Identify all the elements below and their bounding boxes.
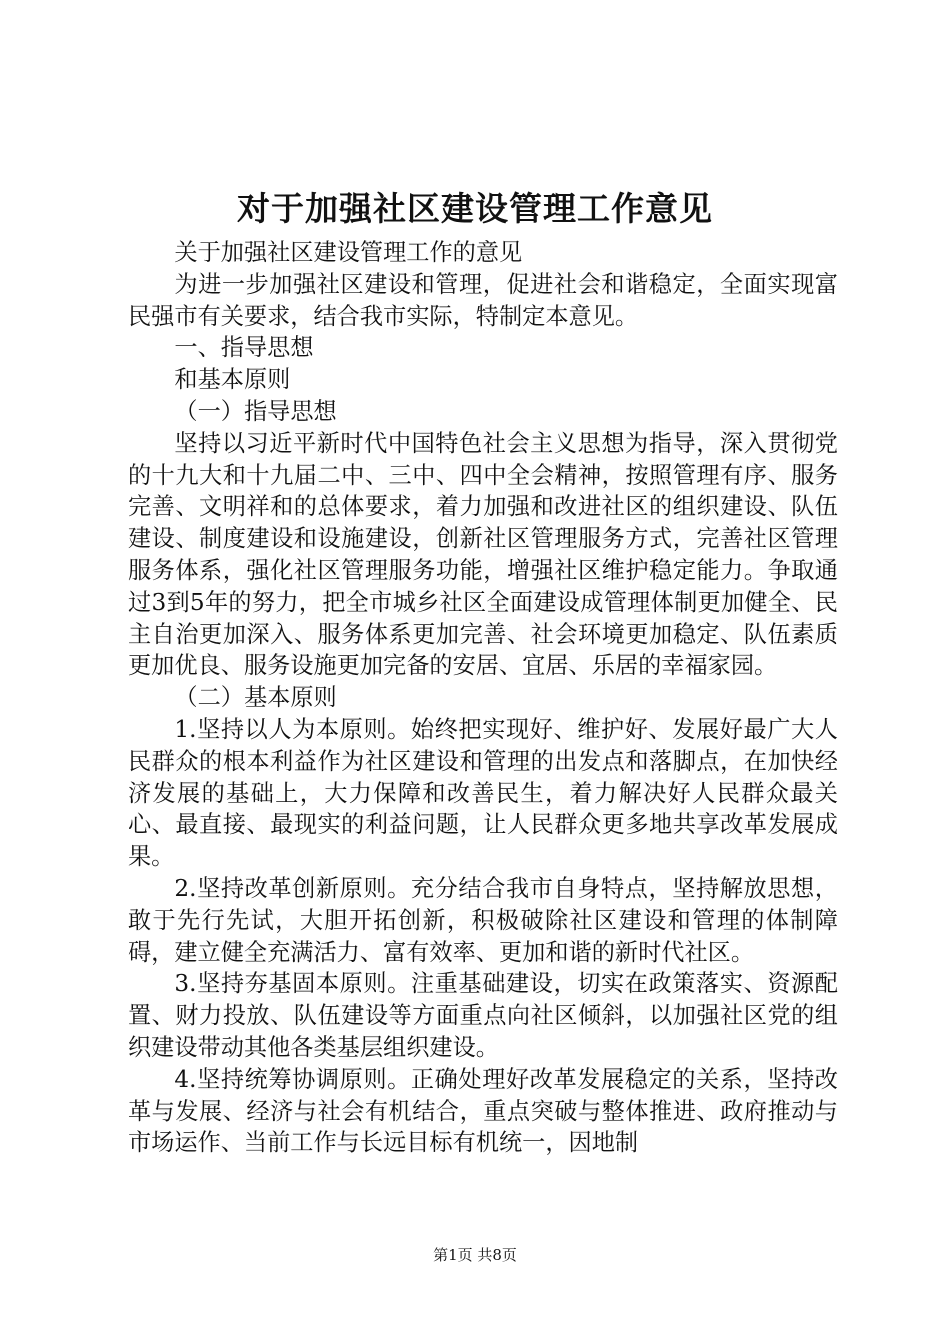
paragraph-preamble: 为进一步加强社区建设和管理，促进社会和谐稳定，全面实现富民强市有关要求，结合我市实际，特制定本意见。 bbox=[128, 270, 838, 330]
paragraph-principle-3: 3.坚持夯基固本原则。注重基础建设，切实在政策落实、资源配置、财力投放、队伍建设等方面重点向社区倾斜，以加强社区党的组织建设带动其他各类基层组织建设。 bbox=[128, 970, 838, 1061]
paragraph-guiding-ideology: 坚持以习近平新时代中国特色社会主义思想为指导，深入贯彻党的十九大和十九届二中、三中、四中全会精神，按照管理有序、服务完善、文明祥和的总体要求，着力加强和改进社区的组织建设、队伍建设、制度建设和设施建设，创新社区管理服务方式，完善社区管理服务体系，强化社区管理服务功能，增强社区维护稳定能力。争取通过3到5年的努力，把全市城乡社区全面建设成管理体制更加健全、民主自治更加深入、服务体系更加完善、社会环境更加稳定、队伍素质更加优良、服务设施更加完备的安居、宜居、乐居的幸福家园。 bbox=[128, 429, 838, 680]
paragraph-principle-2: 2.坚持改革创新原则。充分结合我市自身特点，坚持解放思想，敢于先行先试，大胆开拓创新，积极破除社区建设和管理的体制障碍，建立健全充满活力、富有效率、更加和谐的新时代社区。 bbox=[128, 874, 838, 966]
paragraph-principle-4: 4.坚持统筹协调原则。正确处理好改革发展稳定的关系，坚持改革与发展、经济与社会有机结合，重点突破与整体推进、政府推动与市场运作、当前工作与长远目标有机统一，因地制 bbox=[128, 1065, 838, 1157]
section-heading-1-continued: 和基本原则 bbox=[174, 366, 291, 394]
document-title: 对于加强社区建设管理工作意见 bbox=[237, 189, 713, 228]
paragraph-principle-1: 1.坚持以人为本原则。始终把实现好、维护好、发展好最广大人民群众的根本利益作为社区建设和管理的出发点和落脚点，在加快经济发展的基础上，大力保障和改善民生，着力解决好人民群众最关心、最直接、最现实的利益问题，让人民群众更多地共享改革发展成果。 bbox=[128, 715, 838, 871]
section-heading-1: 一、指导思想 bbox=[174, 334, 314, 362]
document-body bbox=[128, 237, 838, 1159]
paragraph-intro-heading: 关于加强社区建设管理工作的意见 bbox=[174, 239, 523, 266]
subsection-heading-basic-principles: （二）基本原则 bbox=[174, 684, 337, 712]
subsection-heading-guiding-ideology: （一）指导思想 bbox=[174, 397, 337, 425]
page-number-footer: 第1页 共8页 bbox=[433, 1246, 517, 1264]
